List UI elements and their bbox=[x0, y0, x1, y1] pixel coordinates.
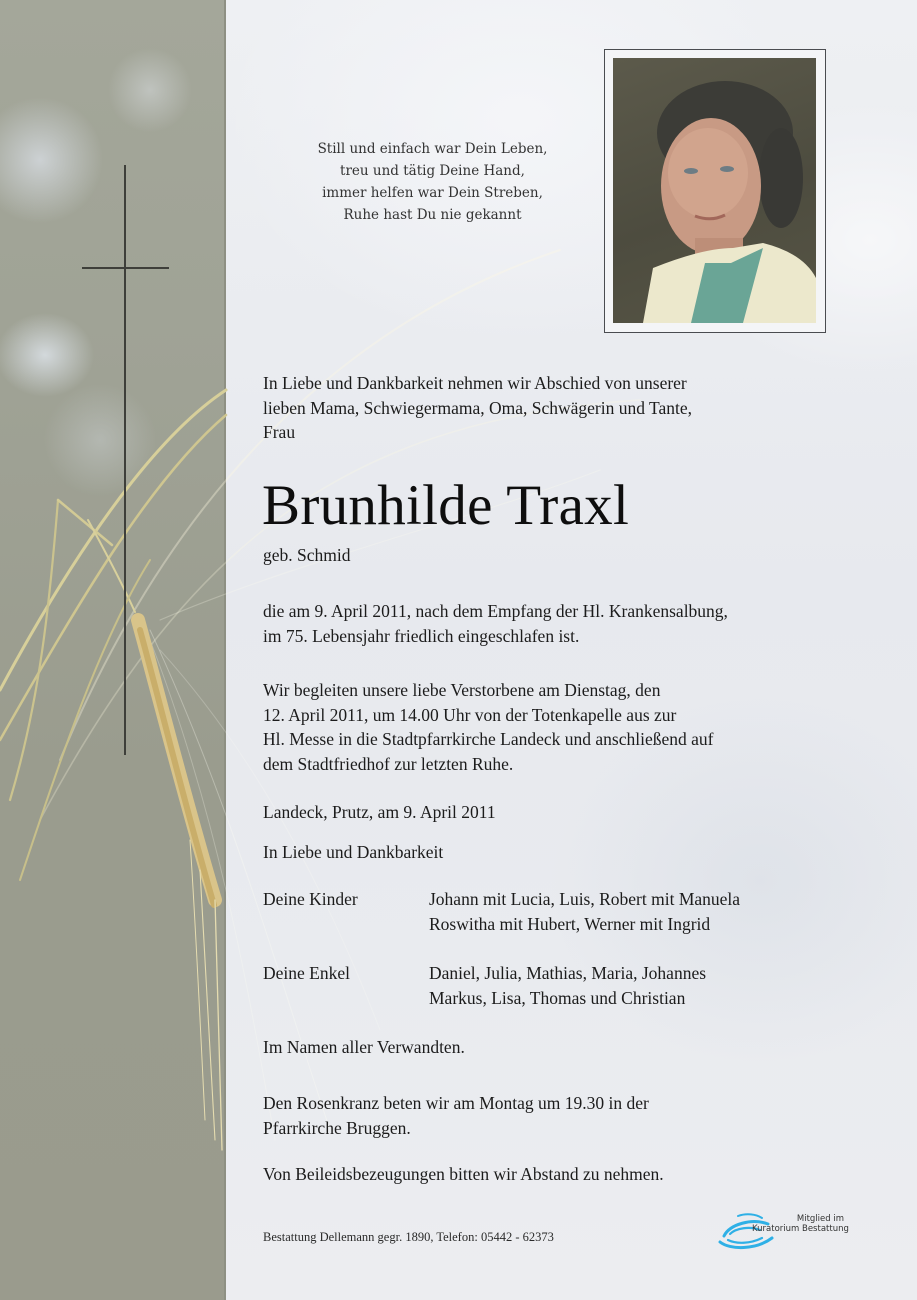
intro-paragraph bbox=[263, 371, 692, 445]
poem-line: Still und einfach war Dein Leben, bbox=[317, 141, 548, 157]
relation-names bbox=[429, 961, 706, 1010]
relation-label: Deine Enkel bbox=[263, 963, 350, 983]
logo-line: Mitglied im bbox=[796, 1214, 844, 1224]
left-decorative-panel bbox=[0, 0, 226, 1300]
rosary-line: Pfarrkirche Bruggen. bbox=[263, 1117, 411, 1138]
poem-line: Ruhe hast Du nie gekannt bbox=[343, 207, 522, 223]
portrait-photo bbox=[613, 58, 816, 323]
rosary-paragraph bbox=[263, 1091, 649, 1140]
relation-names bbox=[429, 887, 740, 936]
death-paragraph bbox=[263, 599, 728, 648]
funeral-line: Hl. Messe in die Stadtpfarrkirche Landeck und anschließend auf bbox=[263, 729, 714, 749]
cross-icon-horizontal bbox=[82, 267, 169, 269]
condolence-note: Von Beileidsbezeugungen bitten wir Abstand zu nehmen. bbox=[263, 1164, 664, 1184]
portrait-frame bbox=[604, 49, 826, 333]
funeral-line: 12. April 2011, um 14.00 Uhr von der Totenkapelle aus zur bbox=[263, 704, 677, 725]
rosary-line: Den Rosenkranz beten wir am Montag um 19.30 in der bbox=[263, 1093, 649, 1113]
relatives-line: Im Namen aller Verwandten. bbox=[263, 1037, 465, 1057]
names-line: Roswitha mit Hubert, Werner mit Ingrid bbox=[429, 913, 711, 934]
names-line: Markus, Lisa, Thomas und Christian bbox=[429, 987, 686, 1008]
portrait-illustration bbox=[613, 58, 816, 323]
death-line: die am 9. April 2011, nach dem Empfang der Hl. Krankensalbung, bbox=[263, 601, 728, 621]
funeral-line: Wir begleiten unsere liebe Verstorbene am Dienstag, den bbox=[263, 680, 661, 700]
cross-icon-vertical bbox=[124, 165, 126, 755]
intro-line: In Liebe und Dankbarkeit nehmen wir Abschied von unserer bbox=[263, 373, 687, 393]
memorial-poem bbox=[300, 138, 565, 226]
funeral-home-footer: Bestattung Dellemann gegr. 1890, Telefon: 05442 - 62373 bbox=[263, 1230, 554, 1244]
logo-caption bbox=[752, 1214, 849, 1234]
funeral-line: dem Stadtfriedhof zur letzten Ruhe. bbox=[263, 753, 514, 774]
maiden-name: geb. Schmid bbox=[263, 545, 351, 565]
names-line: Johann mit Lucia, Luis, Robert mit Manuela bbox=[429, 889, 741, 909]
relation-label: Deine Kinder bbox=[263, 889, 358, 909]
deceased-name: Brunhilde Traxl bbox=[262, 474, 630, 537]
logo-line: Kuratorium Bestattung bbox=[752, 1224, 849, 1234]
funeral-paragraph bbox=[263, 678, 713, 776]
poem-line: treu und tätig Deine Hand, bbox=[340, 163, 525, 179]
poem-line: immer helfen war Dein Streben, bbox=[322, 185, 543, 201]
intro-line: lieben Mama, Schwiegermama, Oma, Schwägerin und Tante, bbox=[263, 397, 693, 418]
death-line: im 75. Lebensjahr friedlich eingeschlafen ist. bbox=[263, 625, 580, 646]
place-date: Landeck, Prutz, am 9. April 2011 bbox=[263, 802, 496, 822]
panel-edge bbox=[224, 0, 226, 1300]
names-line: Daniel, Julia, Mathias, Maria, Johannes bbox=[429, 963, 707, 983]
intro-line: Frau bbox=[263, 422, 296, 442]
thanks-line: In Liebe und Dankbarkeit bbox=[263, 842, 444, 862]
